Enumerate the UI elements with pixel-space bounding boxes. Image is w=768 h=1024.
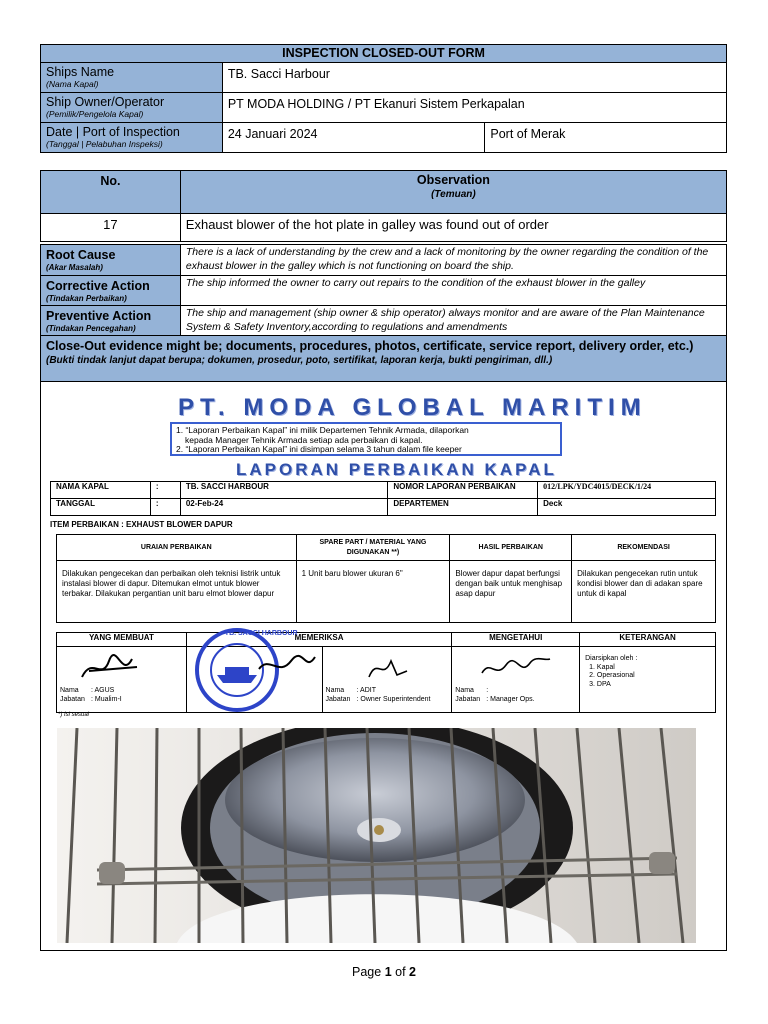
report-note-1: 1. “Laporan Perbaikan Kapal” ini milik Departemen Tehnik Armada, dilaporkan bbox=[176, 425, 469, 435]
membuat-jabatan-label: Jabatan bbox=[60, 696, 85, 703]
sig-mengetahui: MENGETAHUI bbox=[452, 633, 580, 647]
observation-table bbox=[40, 170, 727, 242]
report-signature-table bbox=[56, 632, 716, 713]
col-hasil: HASIL PERBAIKAN bbox=[450, 535, 572, 561]
date-value: 24 Januari 2024 bbox=[222, 123, 485, 153]
nomor-label: NOMOR LAPORAN PERBAIKAN bbox=[388, 482, 538, 499]
membuat-cell bbox=[57, 647, 187, 713]
observation-label: Observation bbox=[416, 173, 490, 187]
report-company: PT. MODA GLOBAL MARITIM bbox=[178, 394, 647, 421]
keterangan-cell bbox=[580, 647, 716, 713]
mengetahui-nama-label: Nama bbox=[455, 687, 474, 694]
spare-text: 1 Unit baru blower ukuran 6" bbox=[296, 561, 450, 623]
page-of: of bbox=[391, 965, 410, 979]
mengetahui-jabatan-label: Jabatan bbox=[455, 696, 481, 703]
col-uraian: URAIAN PERBAIKAN bbox=[57, 535, 297, 561]
root-cause-label-cell bbox=[41, 245, 181, 276]
signature-manager bbox=[478, 653, 558, 683]
report-repair-table bbox=[56, 534, 716, 623]
membuat-nama: : AGUS bbox=[91, 687, 115, 694]
item-perbaikan: ITEM PERBAIKAN : EXHAUST BLOWER DAPUR bbox=[50, 520, 233, 529]
page-total: 2 bbox=[409, 965, 416, 979]
no-label: No. bbox=[41, 171, 181, 214]
corrective-sub: (Tindakan Perbaikan) bbox=[46, 294, 127, 303]
owner-label-cell bbox=[41, 93, 223, 123]
col-spare: SPARE PART / MATERIAL YANG DIGUNAKAN **) bbox=[296, 535, 450, 561]
corrective-label-cell bbox=[41, 276, 181, 306]
signature-agus bbox=[77, 651, 147, 685]
mengetahui-nama: : bbox=[486, 687, 489, 694]
corrective-value: The ship informed the owner to carry out repairs to the condition of the exhaust blower in the galley bbox=[180, 276, 726, 306]
nama-kapal-colon: : bbox=[150, 482, 180, 499]
arsip-2: 2. Operasional bbox=[589, 672, 635, 679]
date-sub: (Tanggal | Pelabuhan Inspeksi) bbox=[46, 139, 163, 149]
owner-value: PT MODA HOLDING / PT Ekanuri Sistem Perkapalan bbox=[222, 93, 726, 123]
departemen-label: DEPARTEMEN bbox=[388, 499, 538, 516]
observation-number: 17 bbox=[41, 214, 181, 242]
owner-label: Ship Owner/Operator bbox=[46, 95, 165, 109]
evidence-cell bbox=[41, 336, 727, 382]
nama-kapal-value: TB. SACCI HARBOUR bbox=[180, 482, 388, 499]
scanned-report bbox=[48, 390, 720, 718]
arsip-3: 3. DPA bbox=[589, 680, 611, 688]
nama-kapal-label: NAMA KAPAL bbox=[51, 482, 151, 499]
root-cause-sub: (Akar Masalah) bbox=[46, 263, 103, 272]
root-cause-label: Root Cause bbox=[46, 248, 116, 262]
blower-photo bbox=[57, 728, 696, 943]
exhaust-blower-image bbox=[57, 728, 696, 943]
report-footnote: *) Isi sesuai bbox=[58, 712, 90, 718]
tanggal-colon: : bbox=[150, 499, 180, 516]
preventive-label-cell bbox=[41, 306, 181, 336]
preventive-value: The ship and management (ship owner & ship operator) always monitor and are aware of the Plan Maintenance System & Safety Inventory,according to regulations and amendments bbox=[180, 306, 726, 336]
ships-name-value: TB. Sacci Harbour bbox=[222, 63, 726, 93]
date-label: Date | Port of Inspection bbox=[46, 125, 180, 139]
page-prefix: Page bbox=[352, 965, 385, 979]
stamp-text: TB. SACCI HARBOUR bbox=[224, 630, 298, 637]
ships-name-label-cell bbox=[41, 63, 223, 93]
sig-keterangan: KETERANGAN bbox=[580, 633, 716, 647]
signature-stamp-area bbox=[257, 651, 317, 681]
page-number: 1 bbox=[384, 965, 392, 979]
observation-text: Exhaust blower of the hot plate in galley was found out of order bbox=[180, 214, 726, 242]
memeriksa-jabatan-label: Jabatan bbox=[325, 696, 351, 703]
hasil-text: Blower dapur dapat berfungsi dengan baik untuk menghisap asap dapur bbox=[450, 561, 572, 623]
mengetahui-cell bbox=[452, 647, 580, 713]
preventive-label: Preventive Action bbox=[46, 309, 152, 323]
memeriksa-jabatan: : Owner Superintendent bbox=[356, 696, 431, 703]
observation-sub: (Temuan) bbox=[431, 189, 476, 200]
observation-label-cell bbox=[180, 171, 726, 214]
mengetahui-jabatan: : Manager Ops. bbox=[486, 696, 535, 703]
arsip-1: 1. Kapal bbox=[589, 663, 615, 671]
sig-membuat: YANG MEMBUAT bbox=[57, 633, 187, 647]
report-info-table bbox=[50, 481, 716, 516]
report-title: LAPORAN PERBAIKAN KAPAL bbox=[236, 460, 557, 479]
signature-adit bbox=[363, 653, 413, 683]
memeriksa-nama-label: Nama bbox=[325, 687, 345, 694]
memeriksa-cell bbox=[322, 647, 452, 713]
report-note-1b: kepada Manager Tehnik Armada setiap ada perbaikan di kapal. bbox=[185, 434, 423, 445]
date-label-cell bbox=[41, 123, 223, 153]
header-table bbox=[40, 44, 727, 153]
preventive-sub: (Tindakan Pencegahan) bbox=[46, 324, 136, 333]
membuat-jabatan: : Mualim-I bbox=[91, 696, 122, 703]
ships-name-label: Ships Name bbox=[46, 65, 115, 79]
col-rekom: REKOMENDASI bbox=[572, 535, 716, 561]
owner-sub: (Pemilik/Pengelola Kapal) bbox=[46, 109, 144, 119]
sig-memeriksa: MEMERIKSA bbox=[186, 633, 451, 647]
corrective-label: Corrective Action bbox=[46, 279, 150, 293]
root-cause-value: There is a lack of understanding by the crew and a lack of monitoring by the owner regarding the condition of the exhaust blower in the galley which is not functioning on board the ship. bbox=[180, 245, 726, 276]
form-title: INSPECTION CLOSED-OUT FORM bbox=[41, 45, 727, 63]
evidence-title: Close-Out evidence might be; documents, procedures, photos, certificate, service report, delivery order, etc.) bbox=[46, 339, 694, 353]
uraian-text: Dilakukan pengecekan dan perbaikan oleh teknisi listrik untuk instalasi blower di dapur. Ditemukan elmot untuk blower terbakar. Dilakukan pergantian unit baru elmot blower dapur bbox=[57, 561, 297, 623]
tanggal-value: 02-Feb-24 bbox=[180, 499, 388, 516]
diarsip-label: Diarsipkan oleh : bbox=[585, 655, 638, 662]
tanggal-label: TANGGAL bbox=[51, 499, 151, 516]
report-note-box bbox=[170, 422, 562, 456]
memeriksa-nama: : ADIT bbox=[356, 687, 376, 694]
page-footer bbox=[0, 965, 768, 979]
nomor-value: 012/LPK/YDC4015/DECK/1/24 bbox=[538, 482, 716, 499]
report-note-2: 2. “Laporan Perbaikan Kapal” ini disimpan selama 3 tahun dalam file keeper bbox=[176, 444, 462, 454]
port-value: Port of Merak bbox=[485, 123, 727, 153]
departemen-value: Deck bbox=[538, 499, 716, 516]
rekom-text: Dilakukan pengecekan rutin untuk kondisi blower dan di adakan spare untuk di kapal bbox=[572, 561, 716, 623]
evidence-sub: (Bukti tindak lanjut dapat berupa; dokumen, prosedur, poto, sertifikat, laporan kerja, bukti pengiriman, dll.) bbox=[46, 355, 553, 366]
membuat-nama-label: Nama bbox=[60, 687, 79, 694]
ships-name-sub: (Nama Kapal) bbox=[46, 79, 99, 89]
